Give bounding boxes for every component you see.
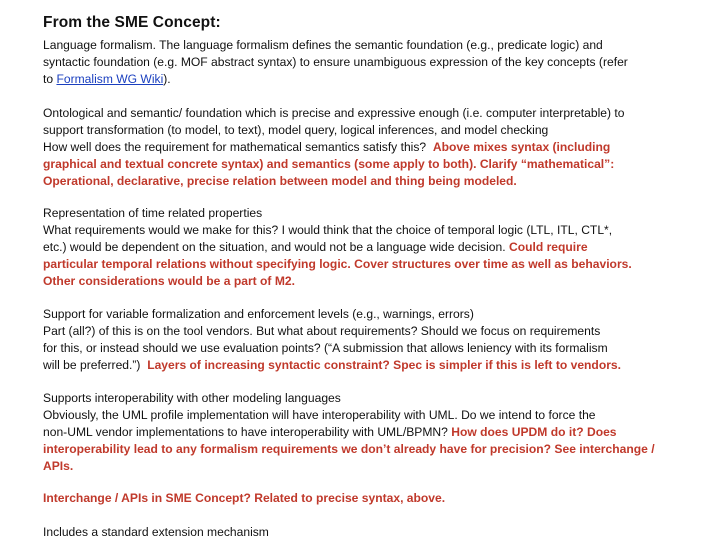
text-line: Representation of time related properties — [43, 206, 263, 220]
text-fragment: to — [43, 72, 57, 86]
text-line — [43, 139, 683, 156]
comment-text: How does UPDM do it? Does — [451, 425, 617, 439]
comment-line: APIs. — [43, 459, 74, 473]
comment-line: interoperability lead to any formalism requirements we don’t already have for precision? See interchange / — [43, 442, 655, 456]
text-fragment: etc.) would be dependent on the situation, and would not be a language wide decision. — [43, 240, 506, 254]
section-interoperability — [43, 390, 683, 475]
comment-line: Interchange / APIs in SME Concept? Related to precise syntax, above. — [43, 491, 446, 505]
text-line: Ontological and semantic/ foundation which is precise and expressive enough (i.e. computer interpretable) to — [43, 106, 625, 120]
text-line: for this, or instead should we use evaluation points? (“A submission that allows leniency with its formalism — [43, 341, 608, 355]
text-line: Part (all?) of this is on the tool vendors. But what about requirements? Should we focus on requirements — [43, 324, 601, 338]
text-line: Includes a standard extension mechanism — [43, 525, 269, 539]
comment-line: particular temporal relations without specifying logic. Cover structures over time as well as behaviors. — [43, 257, 632, 271]
comment-line: Other considerations would be a part of M2. — [43, 274, 295, 288]
comment-text: Layers of increasing syntactic constraint? Spec is simpler if this is left to vendors. — [147, 358, 621, 372]
comment-text: Above mixes syntax (including — [432, 140, 611, 154]
text-fragment: will be preferred.”) — [43, 358, 141, 372]
section-time-properties — [43, 205, 683, 290]
text-line — [43, 424, 683, 441]
text-line: syntactic foundation (e.g. MOF abstract syntax) to ensure unambiguous expression of the key concepts (refer — [43, 55, 628, 69]
section-extension-mechanism — [43, 524, 683, 541]
text-line: support transformation (to model, to text), model query, logical inferences, and model checking — [43, 123, 549, 137]
comment-line: graphical and textual concrete syntax) and semantics (some apply to both). Clarify “mathematical”: — [43, 157, 615, 171]
formalism-wiki-link[interactable]: Formalism WG Wiki — [56, 72, 164, 86]
text-line: Supports interoperability with other modeling languages — [43, 391, 341, 405]
text-line: What requirements would we make for this? I would think that the choice of temporal logic (LTL, ITL, CTL*, — [43, 223, 613, 237]
text-line — [43, 239, 683, 256]
section-language-formalism — [43, 37, 683, 88]
text-fragment: How well does the requirement for mathematical semantics satisfy this? — [43, 140, 427, 154]
text-line: Obviously, the UML profile implementation will have interoperability with UML. Do we intend to force the — [43, 408, 596, 422]
text-line — [43, 71, 683, 88]
text-line: Support for variable formalization and enforcement levels (e.g., warnings, errors) — [43, 307, 474, 321]
section-ontological-foundation — [43, 105, 683, 190]
text-line — [43, 357, 683, 374]
comment-text: Could require — [508, 240, 588, 254]
comment-line: Operational, declarative, precise relation between model and thing being modeled. — [43, 174, 517, 188]
section-interchange — [43, 490, 683, 507]
section-variable-formalization — [43, 306, 683, 374]
text-fragment: non-UML vendor implementations to have interoperability with UML/BPMN? — [43, 425, 448, 439]
text-fragment: ). — [163, 72, 171, 86]
text-line: Language formalism. The language formalism defines the semantic foundation (e.g., predicate logic) and — [43, 38, 603, 52]
slide-title: From the SME Concept: — [43, 14, 221, 31]
